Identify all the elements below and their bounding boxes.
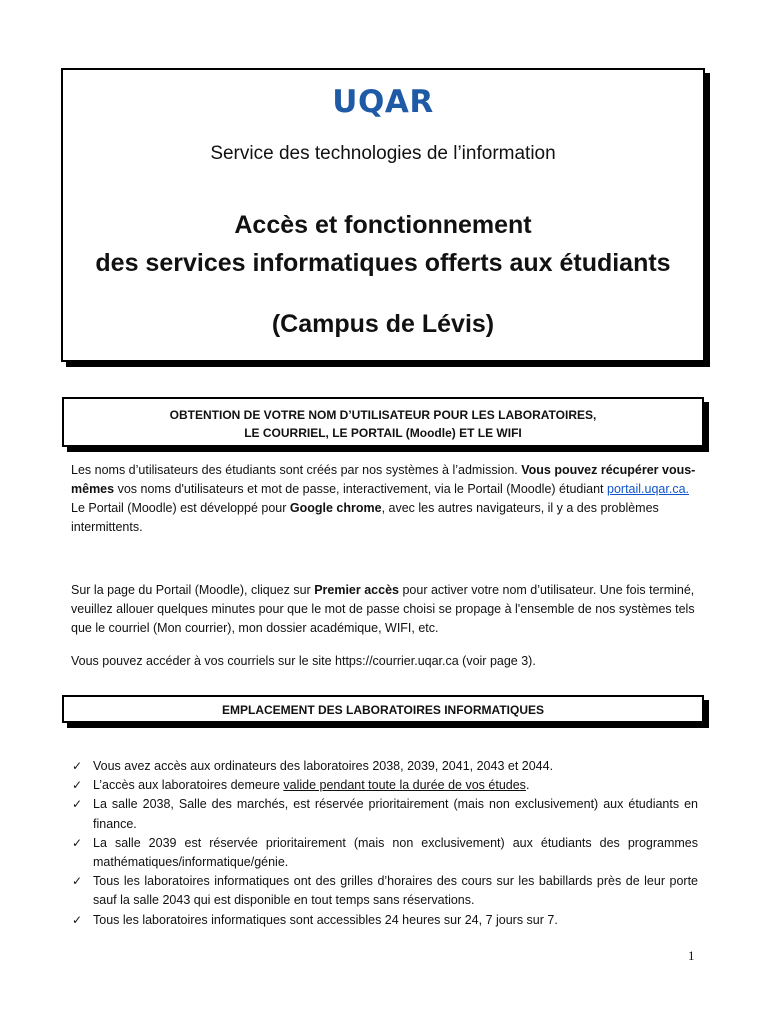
p3-bold: Premier accès — [314, 583, 399, 597]
paragraph-accounts — [71, 461, 701, 537]
paragraph-mail: Vous pouvez accéder à vos courriels sur le site https://courrier.uqar.ca (voir page 3). — [71, 654, 536, 668]
list-item-text: La salle 2038, Salle des marchés, est réservée prioritairement (mais non exclusivement) aux étudiants en finance. — [93, 797, 698, 831]
check-icon: ✓ — [72, 912, 83, 927]
check-icon: ✓ — [72, 874, 83, 889]
list-item-text: Tous les laboratoires informatiques ont des grilles d’horaires des cours sur les babillards près de leur porte sauf la salle 2043 qui est disponible en tout temps sans réservations. — [93, 874, 698, 908]
p2-text-a: Le Portail (Moodle) est développé pour — [71, 501, 290, 515]
check-icon: ✓ — [72, 797, 83, 812]
p3-text-a: Sur la page du Portail (Moodle), cliquez sur — [71, 583, 315, 597]
check-icon: ✓ — [72, 835, 83, 850]
list-item — [71, 911, 698, 930]
list-item-text: Tous les laboratoires informatiques sont accessibles 24 heures sur 24, 7 jours sur 7. — [93, 912, 558, 927]
list-item-text: Vous avez accès aux ordinateurs des laboratoires 2038, 2039, 2041, 2043 et 2044. — [93, 759, 554, 773]
section-heading-labs-text: EMPLACEMENT DES LABORATOIRES INFORMATIQUES — [221, 703, 544, 717]
list-item — [71, 776, 698, 795]
p1-text-a: Les noms d’utilisateurs des étudiants sont créés par nos systèmes à l’admission. — [71, 463, 522, 477]
labs-list — [71, 757, 698, 930]
section-heading-labs — [62, 695, 704, 723]
list-item-end: . — [525, 778, 530, 793]
section-heading-line-2: LE COURRIEL, LE PORTAIL (Moodle) ET LE WIFI — [244, 426, 522, 440]
list-item-underlined: valide pendant toute la durée de vos études — [283, 778, 526, 793]
title-box — [61, 68, 705, 362]
p2-text-b: , avec les autres navigateurs, il y a des problèmes intermittents. — [71, 501, 659, 534]
portal-link[interactable]: portail.uqar.ca. — [607, 482, 689, 496]
section-heading-line-1: OBTENTION DE VOTRE NOM D’UTILISATEUR POUR LES LABORATOIRES, — [169, 408, 597, 422]
check-icon: ✓ — [72, 778, 83, 793]
p2-bold: Google chrome — [289, 501, 382, 515]
list-item — [71, 757, 698, 776]
page-number: 1 — [688, 948, 695, 963]
list-item-text: L’accès aux laboratoires demeure — [93, 778, 284, 793]
list-item — [71, 834, 698, 872]
uqar-logo: UQAR — [332, 84, 434, 120]
section-heading-username — [62, 397, 704, 447]
check-icon: ✓ — [72, 759, 83, 773]
list-item — [71, 872, 698, 910]
service-name: Service des technologies de l’information — [210, 143, 556, 164]
p3-text-b: pour activer votre nom d’utilisateur. Une fois terminé, veuillez allouer quelques minutes pour que le mot de passe choisi se propage à l'ensemble de nos systèmes tels que le courriel (Mon courrier), mon dossier académique, WIFI, etc. — [71, 583, 695, 635]
title-line-2: des services informatiques offerts aux étudiants — [95, 249, 671, 277]
list-item — [71, 795, 698, 833]
document-title — [63, 206, 703, 282]
p1-bold: Vous pouvez récupérer vous-mêmes — [71, 463, 696, 496]
campus-subtitle: (Campus de Lévis) — [271, 310, 495, 338]
list-item-text: La salle 2039 est réservée prioritairement (mais non exclusivement) aux étudiants des programmes mathématiques/informatique/génie. — [93, 835, 698, 870]
paragraph-first-access — [71, 581, 701, 638]
title-line-1: Accès et fonctionnement — [234, 211, 532, 239]
p1-text-b: vos noms d'utilisateurs et mot de passe, interactivement, via le Portail (Moodle) étudiant — [114, 482, 607, 496]
